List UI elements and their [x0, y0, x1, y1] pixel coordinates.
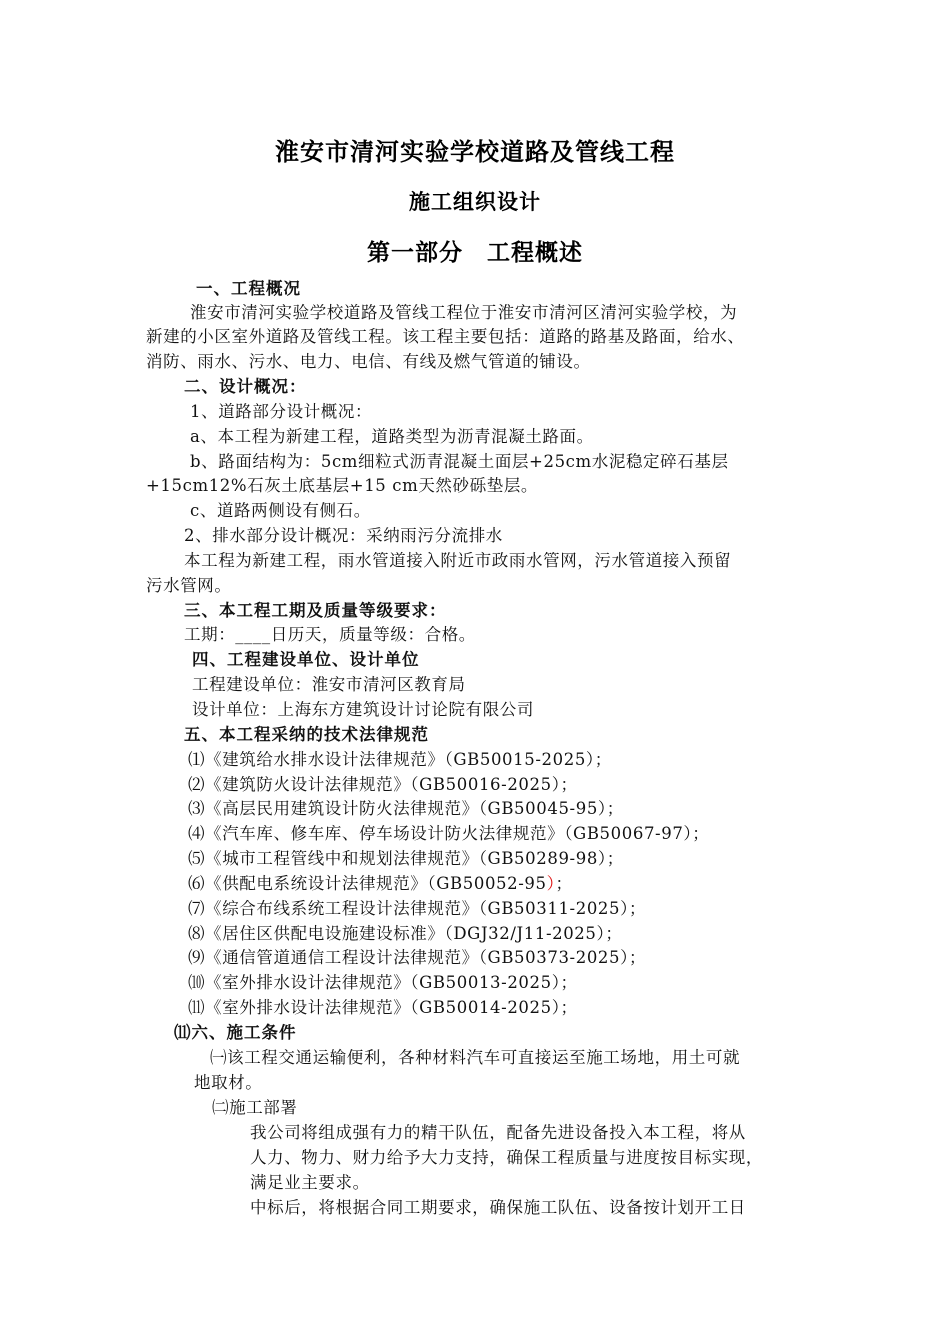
section-1-paragraph-line: 新建的小区室外道路及管线工程。该工程主要包括：道路的路基及路面，给水、: [146, 327, 745, 346]
part-title: 第一部分 工程概述: [367, 240, 583, 266]
road-item-b-continued: +15cm12%石灰土底基层+15 cm天然砂砾垫层。: [146, 476, 539, 495]
section-1-paragraph-line: 淮安市清河实验学校道路及管线工程位于淮安市清河区清河实验学校，为: [190, 303, 738, 322]
standard-item: ⑷《汽车库、修车库、停车场设计防火法律规范》（GB50067-97）；: [188, 824, 710, 843]
deployment-paragraph-line: 满足业主要求。: [250, 1173, 370, 1192]
standard-item-red-paren: ）: [546, 874, 556, 893]
section-5-heading: 五、本工程采纳的技术法律规范: [184, 725, 429, 744]
standard-item: [188, 871, 573, 896]
standard-item: ⑴《建筑给水排水设计法律规范》（GB50015-2025）；: [188, 750, 612, 769]
schedule-quality-line: 工期：____日历天，质量等级：合格。: [184, 625, 476, 644]
drainage-paragraph-line: 污水管网。: [146, 576, 232, 595]
road-design-heading: 1、道路部分设计概况：: [190, 402, 373, 421]
road-item-c: c、道路两侧设有侧石。: [190, 501, 371, 520]
drainage-paragraph-line: 本工程为新建工程，雨水管道接入附近市政雨水管网，污水管道接入预留: [184, 551, 732, 570]
section-3-heading: 三、本工程工期及质量等级要求：: [184, 601, 447, 620]
condition-1-line: ㈠该工程交通运输便利，各种材料汽车可直接运至施工场地，用土可就: [210, 1048, 741, 1067]
section-1-heading: 一、工程概况: [196, 279, 301, 298]
document-subtitle: 施工组织设计: [409, 190, 541, 214]
construction-owner: 工程建设单位：淮安市清河区教育局: [192, 675, 466, 694]
road-item-a: a、本工程为新建工程，道路类型为沥青混凝土路面。: [190, 427, 594, 446]
standard-item-text: ⑹《供配电系统设计法律规范》（GB50052-95: [188, 874, 547, 893]
condition-1-line: 地取材。: [194, 1073, 263, 1092]
document-title: 淮安市清河实验学校道路及管线工程: [275, 138, 675, 166]
road-item-b: b、路面结构为：5cm细粒式沥青混凝土面层+25cm水泥稳定碎石基层: [190, 452, 729, 471]
standard-item: ⑻《居住区供配电设施建设标准》（DGJ32/J11-2025）；: [188, 924, 623, 943]
section-6-number: ⑾: [174, 1023, 192, 1042]
standard-item-tail: ；: [555, 874, 573, 893]
section-1-paragraph-line: 消防、雨水、污水、电力、电信、有线及燃气管道的铺设。: [146, 352, 591, 371]
standard-item: ⑽《室外排水设计法律规范》（GB50013-2025）；: [188, 973, 578, 992]
drainage-design-heading: 2、排水部分设计概况：采纳雨污分流排水: [184, 526, 503, 545]
section-4-heading: 四、工程建设单位、设计单位: [192, 650, 420, 669]
section-6-heading: [174, 1020, 297, 1045]
standard-item: ⑺《综合布线系统工程设计法律规范》（GB50311-2025）；: [188, 899, 647, 918]
section-2-heading: 二、设计概况：: [184, 377, 307, 396]
design-unit: 设计单位：上海东方建筑设计讨论院有限公司: [192, 700, 534, 719]
deployment-paragraph-line: 人力、物力、财力给予大力支持，确保工程质量与进度按目标实现，: [250, 1148, 763, 1167]
standard-item: ⑵《建筑防火设计法律规范》（GB50016-2025）；: [188, 775, 578, 794]
deployment-paragraph-line: 我公司将组成强有力的精干队伍，配备先进设备投入本工程，将从: [250, 1123, 746, 1142]
standard-item: ⑶《高层民用建筑设计防火法律规范》（GB50045-95）；: [188, 799, 624, 818]
deployment-paragraph-line: 中标后，将根据合同工期要求，确保施工队伍、设备按计划开工日: [250, 1198, 746, 1217]
condition-2-heading: ㈡施工部署: [212, 1098, 298, 1117]
section-6-title: 六、施工条件: [191, 1023, 297, 1042]
standard-item: ⑸《城市工程管线中和规划法律规范》（GB50289-98）；: [188, 849, 624, 868]
standard-item: ⑼《通信管道通信工程设计法律规范》（GB50373-2025）；: [188, 948, 647, 967]
standard-item: ⑾《室外排水设计法律规范》（GB50014-2025）；: [188, 998, 578, 1017]
